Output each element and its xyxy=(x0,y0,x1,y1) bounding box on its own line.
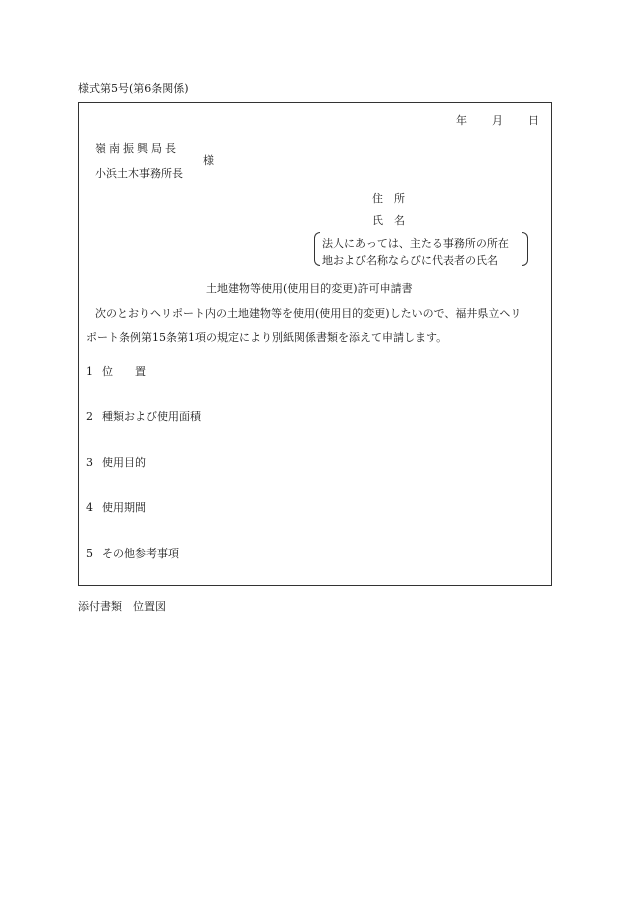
item-location xyxy=(86,363,146,379)
body-text-line2: ポート条例第15条第1項の規定により別紙関係書類を添えて申請します。 xyxy=(86,331,448,344)
applicant-name-label: 氏 名 xyxy=(372,214,405,227)
item-period xyxy=(86,499,146,515)
item-label: 使用期間 xyxy=(102,501,146,514)
corporate-note-line1: 法人にあっては、主たる事務所の所在 xyxy=(322,237,509,250)
item-number: 4 xyxy=(86,501,93,514)
addressee-line2: 小浜土木事務所長 xyxy=(95,167,183,180)
item-label: その他参考事項 xyxy=(102,547,179,560)
month-label: 月 xyxy=(492,114,503,127)
item-label: 使用目的 xyxy=(102,456,146,469)
form-number-label: 様式第5号(第6条関係) xyxy=(78,82,189,95)
attachment-line: 添付書類 位置図 xyxy=(78,600,166,613)
item-type-area xyxy=(86,408,201,424)
item-number: 1 xyxy=(86,365,93,378)
body-text-line1: 次のとおりヘリポート内の土地建物等を使用(使用目的変更)したいので、福井県立ヘリ xyxy=(95,307,522,320)
item-number: 5 xyxy=(86,547,93,560)
item-number: 3 xyxy=(86,456,93,469)
addressee-line1: 嶺南振興局長 xyxy=(95,142,179,155)
addressee-honorific: 様 xyxy=(203,154,214,167)
item-number: 2 xyxy=(86,410,93,423)
item-purpose xyxy=(86,454,146,470)
document-title: 土地建物等使用(使用目的変更)許可申請書 xyxy=(206,282,413,295)
day-label: 日 xyxy=(528,114,539,127)
item-label: 位 置 xyxy=(102,365,146,378)
year-label: 年 xyxy=(456,114,467,127)
date-line xyxy=(456,112,539,128)
corporate-note-line2: 地および名称ならびに代表者の氏名 xyxy=(322,254,498,267)
applicant-address-label: 住 所 xyxy=(372,192,405,205)
item-other xyxy=(86,545,179,561)
item-label: 種類および使用面積 xyxy=(102,410,201,423)
